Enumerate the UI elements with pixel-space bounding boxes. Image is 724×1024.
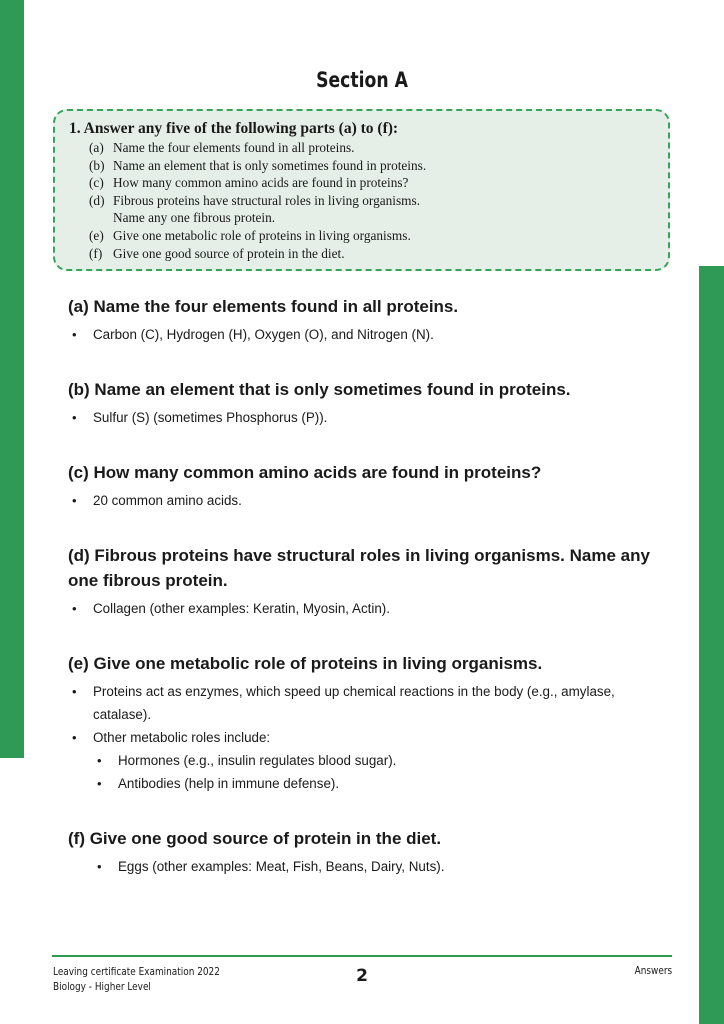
answer-c-heading: (c) How many common amino acids are found in proteins?: [68, 463, 542, 482]
bullet-dot-icon: •: [97, 753, 102, 768]
question-heading: 1. Answer any five of the following parts (a) to (f):: [69, 120, 399, 137]
answer-a-bullets: [68, 323, 668, 346]
answer-a-heading: (a) Name the four elements found in all proteins.: [68, 297, 459, 316]
footer-exam-title: Leaving certificate Examination 2022: [53, 966, 220, 978]
bullet-dot-icon: •: [72, 327, 77, 342]
question-box: [53, 109, 670, 271]
right-green-bar: [699, 266, 724, 1024]
question-part-a: (a) Name the four elements found in all proteins.: [89, 140, 355, 155]
answer-f: [68, 826, 668, 878]
answer-c: [68, 460, 668, 512]
bullet-dot-icon: •: [97, 776, 102, 791]
question-part-b: (b) Name an element that is only sometimes found in proteins.: [89, 157, 427, 173]
left-green-bar: [0, 0, 24, 758]
list-item: • Proteins act as enzymes, which speed up chemical reactions in the body (e.g., amylase, catalase).: [68, 680, 668, 726]
section-title: Section A: [316, 68, 408, 92]
page-number: 2: [356, 966, 368, 986]
answer-d-heading: (d) Fibrous proteins have structural roles in living organisms. Name any one fibrous protein.: [68, 546, 650, 590]
answer-f-sub-bullets: [68, 855, 668, 878]
answer-b-heading: (b) Name an element that is only sometimes found in proteins.: [68, 380, 571, 399]
answer-e-heading: (e) Give one metabolic role of proteins in living organisms.: [68, 654, 543, 673]
answer-e-bullets: [68, 680, 668, 749]
answer-e-sub-bullets: [68, 749, 668, 795]
list-item: • Other metabolic roles include:: [68, 726, 668, 749]
bullet-dot-icon: •: [72, 730, 77, 745]
list-item: • Hormones (e.g., insulin regulates blood sugar).: [93, 749, 668, 772]
answer-e: [68, 651, 668, 795]
list-item: • Antibodies (help in immune defense).: [93, 772, 668, 795]
question-part-d: (d) Fibrous proteins have structural roles in living organisms. Name any one fibrous protein.: [89, 192, 421, 226]
footer-divider: [52, 955, 672, 957]
bullet-dot-icon: •: [72, 493, 77, 508]
question-part-c: (c) How many common amino acids are found in proteins?: [89, 175, 409, 191]
footer-exam-info: [53, 965, 220, 995]
list-item: • Sulfur (S) (sometimes Phosphorus (P)).: [68, 406, 668, 429]
answer-d: [68, 543, 668, 620]
bullet-dot-icon: •: [72, 410, 77, 425]
answer-b: [68, 377, 668, 429]
bullet-dot-icon: •: [72, 601, 77, 616]
answer-f-heading: (f) Give one good source of protein in the diet.: [68, 829, 442, 848]
answer-c-bullets: [68, 489, 668, 512]
footer-section-label: Answers: [634, 965, 672, 977]
list-item: • 20 common amino acids.: [68, 489, 668, 512]
footer-exam-level: Biology - Higher Level: [53, 981, 151, 993]
list-item: • Carbon (C), Hydrogen (H), Oxygen (O), and Nitrogen (N).: [68, 323, 668, 346]
answer-b-bullets: [68, 406, 668, 429]
answer-d-bullets: [68, 597, 668, 620]
question-parts-list: [89, 139, 426, 262]
bullet-dot-icon: •: [97, 859, 102, 874]
question-part-f: (f) Give one good source of protein in the diet.: [89, 245, 345, 261]
list-item: • Collagen (other examples: Keratin, Myosin, Actin).: [68, 597, 668, 620]
bullet-dot-icon: •: [72, 684, 77, 699]
list-item: • Eggs (other examples: Meat, Fish, Beans, Dairy, Nuts).: [93, 855, 668, 878]
question-part-e: (e) Give one metabolic role of proteins in living organisms.: [89, 227, 411, 243]
answer-a: [68, 294, 668, 346]
